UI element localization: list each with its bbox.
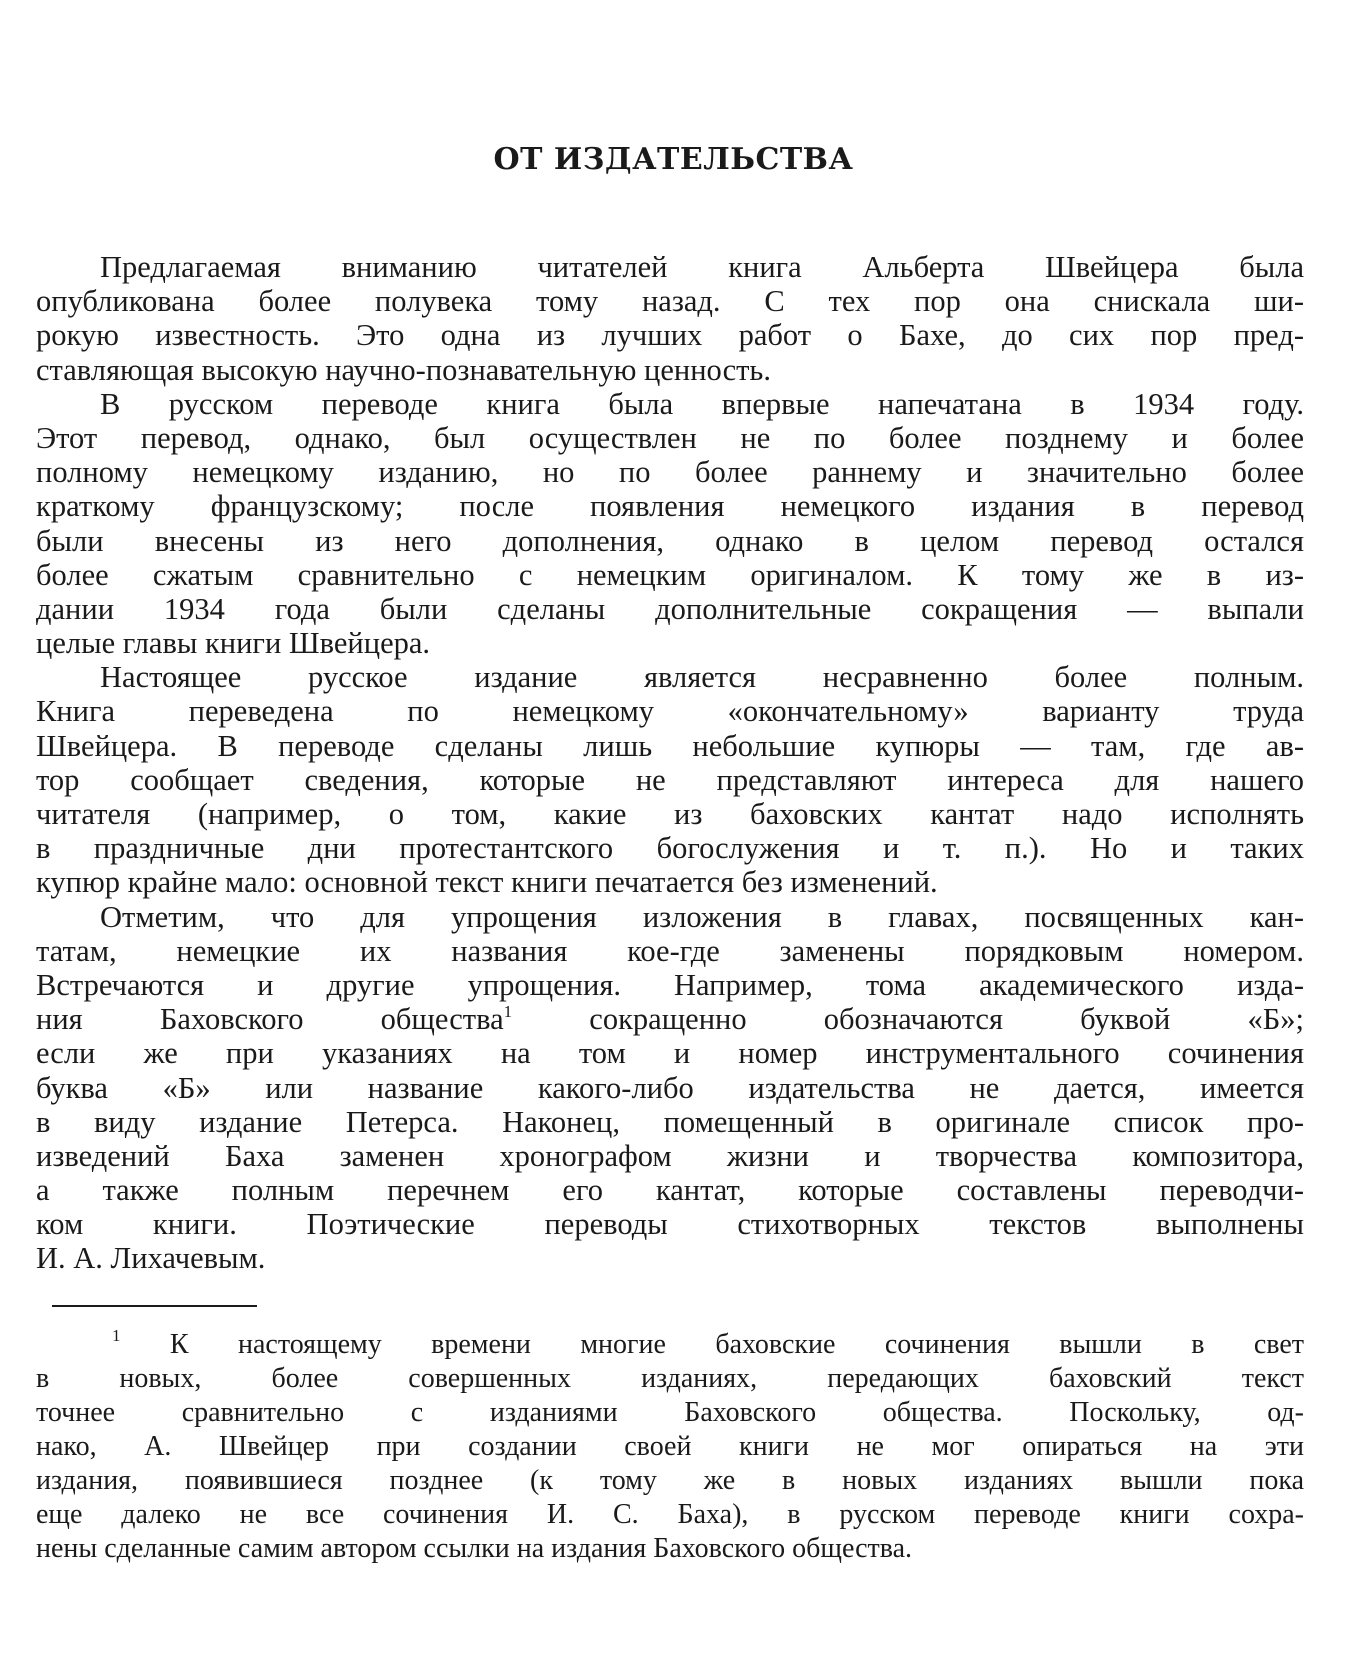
text-line: Швейцера. В переводе сделаны лишь небольшие купюры — там, где ав-: [36, 728, 1304, 763]
text-line: татам, немецкие их названия кое-где заменены порядковым номером.: [36, 933, 1304, 968]
text-line: краткому французскому; после появления немецкого издания в перевод: [36, 489, 1304, 524]
text-line: а также полным перечнем его кантат, которые составлены переводчи-: [36, 1173, 1304, 1208]
text-line: были внесены из него дополнения, однако в целом перевод остался: [36, 523, 1304, 558]
text-line: дании 1934 года были сделаны дополнительные сокращения — выпали: [36, 591, 1304, 626]
text-line: в праздничные дни протестантского богослужения и т. п.). Но и таких: [36, 831, 1304, 866]
text-segment: К настоящему времени многие баховские сочинения вышли в свет: [169, 1329, 1304, 1360]
footnote-divider: [52, 1305, 257, 1307]
text-line: опубликована более полувека тому назад. С тех пор она снискала ши-: [36, 284, 1304, 319]
text-line: Настоящее русское издание является несравненно более полным.: [100, 660, 1304, 695]
footnote-line: издания, появившиеся позднее (к тому же в новых изданиях вышли пока: [36, 1465, 1304, 1496]
text-line: Отметим, что для упрощения изложения в главах, посвященных кан-: [100, 899, 1304, 934]
footnote-line: [36, 1328, 1304, 1362]
text-segment: ния Баховского общества: [36, 1002, 504, 1037]
text-line: Книга переведена по немецкому «окончательному» варианту труда: [36, 694, 1304, 729]
text-line: Встречаются и другие упрощения. Например, тома академического изда-: [36, 967, 1304, 1002]
text-segment: сокращенно обозначаются буквой «Б»;: [589, 1002, 1305, 1037]
text-line: рокую известность. Это одна из лучших работ о Бахе, до сих пор пред-: [36, 318, 1304, 353]
footnote-reference: 1: [503, 1002, 513, 1022]
text-line: целые главы книги Швейцера.: [36, 626, 431, 661]
text-line: И. А. Лихачевым.: [36, 1241, 266, 1276]
text-line: буква «Б» или название какого-либо издательства не дается, имеется: [36, 1070, 1304, 1105]
footnote-line: в новых, более совершенных изданиях, передающих баховский текст: [36, 1363, 1304, 1394]
footnote: [36, 1328, 1304, 1566]
text-line: читателя (например, о том, какие из баховских кантат надо исполнять: [36, 797, 1304, 831]
text-line: купюр крайне мало: основной текст книги печатается без изменений.: [36, 865, 938, 900]
text-line: Предлагаемая вниманию читателей книга Альберта Швейцера была: [100, 250, 1304, 284]
text-line: тор сообщает сведения, которые не представляют интереса для нашего: [36, 762, 1304, 797]
footnote-line: точнее сравнительно с изданиями Баховского общества. Поскольку, од-: [36, 1397, 1304, 1428]
text-line: если же при указаниях на том и номер инструментального сочинения: [36, 1036, 1304, 1071]
footnote-marker: 1: [112, 1326, 121, 1345]
page-title: ОТ ИЗДАТЕЛЬСТВА: [493, 142, 854, 177]
text-line: ставляющая высокую научно-познавательную ценность.: [36, 352, 771, 387]
text-line-with-footnote-ref: [36, 1002, 1304, 1036]
footnote-line: нако, А. Швейцер при создании своей книги не мог опираться на эти: [36, 1431, 1304, 1462]
text-line: изведений Баха заменен хронографом жизни и творчества композитора,: [36, 1138, 1304, 1173]
text-line: в виду издание Петерса. Наконец, помещенный в оригинале список про-: [36, 1104, 1304, 1139]
main-text: [36, 250, 1304, 1276]
footnote-line: еще далеко не все сочинения И. С. Баха), в русском переводе книги сохра-: [36, 1499, 1304, 1530]
text-line: В русском переводе книга была впервые напечатана в 1934 году.: [100, 386, 1304, 421]
text-line: Этот перевод, однако, был осуществлен не по более позднему и более: [36, 420, 1304, 455]
text-line: ком книги. Поэтические переводы стихотворных текстов выполнены: [36, 1207, 1304, 1242]
footnote-line: нены сделанные самим автором ссылки на издания Баховского общества.: [36, 1533, 913, 1564]
text-line: более сжатым сравнительно с немецким оригиналом. К тому же в из-: [36, 557, 1304, 592]
text-line: полному немецкому изданию, но по более раннему и значительно более: [36, 455, 1304, 490]
